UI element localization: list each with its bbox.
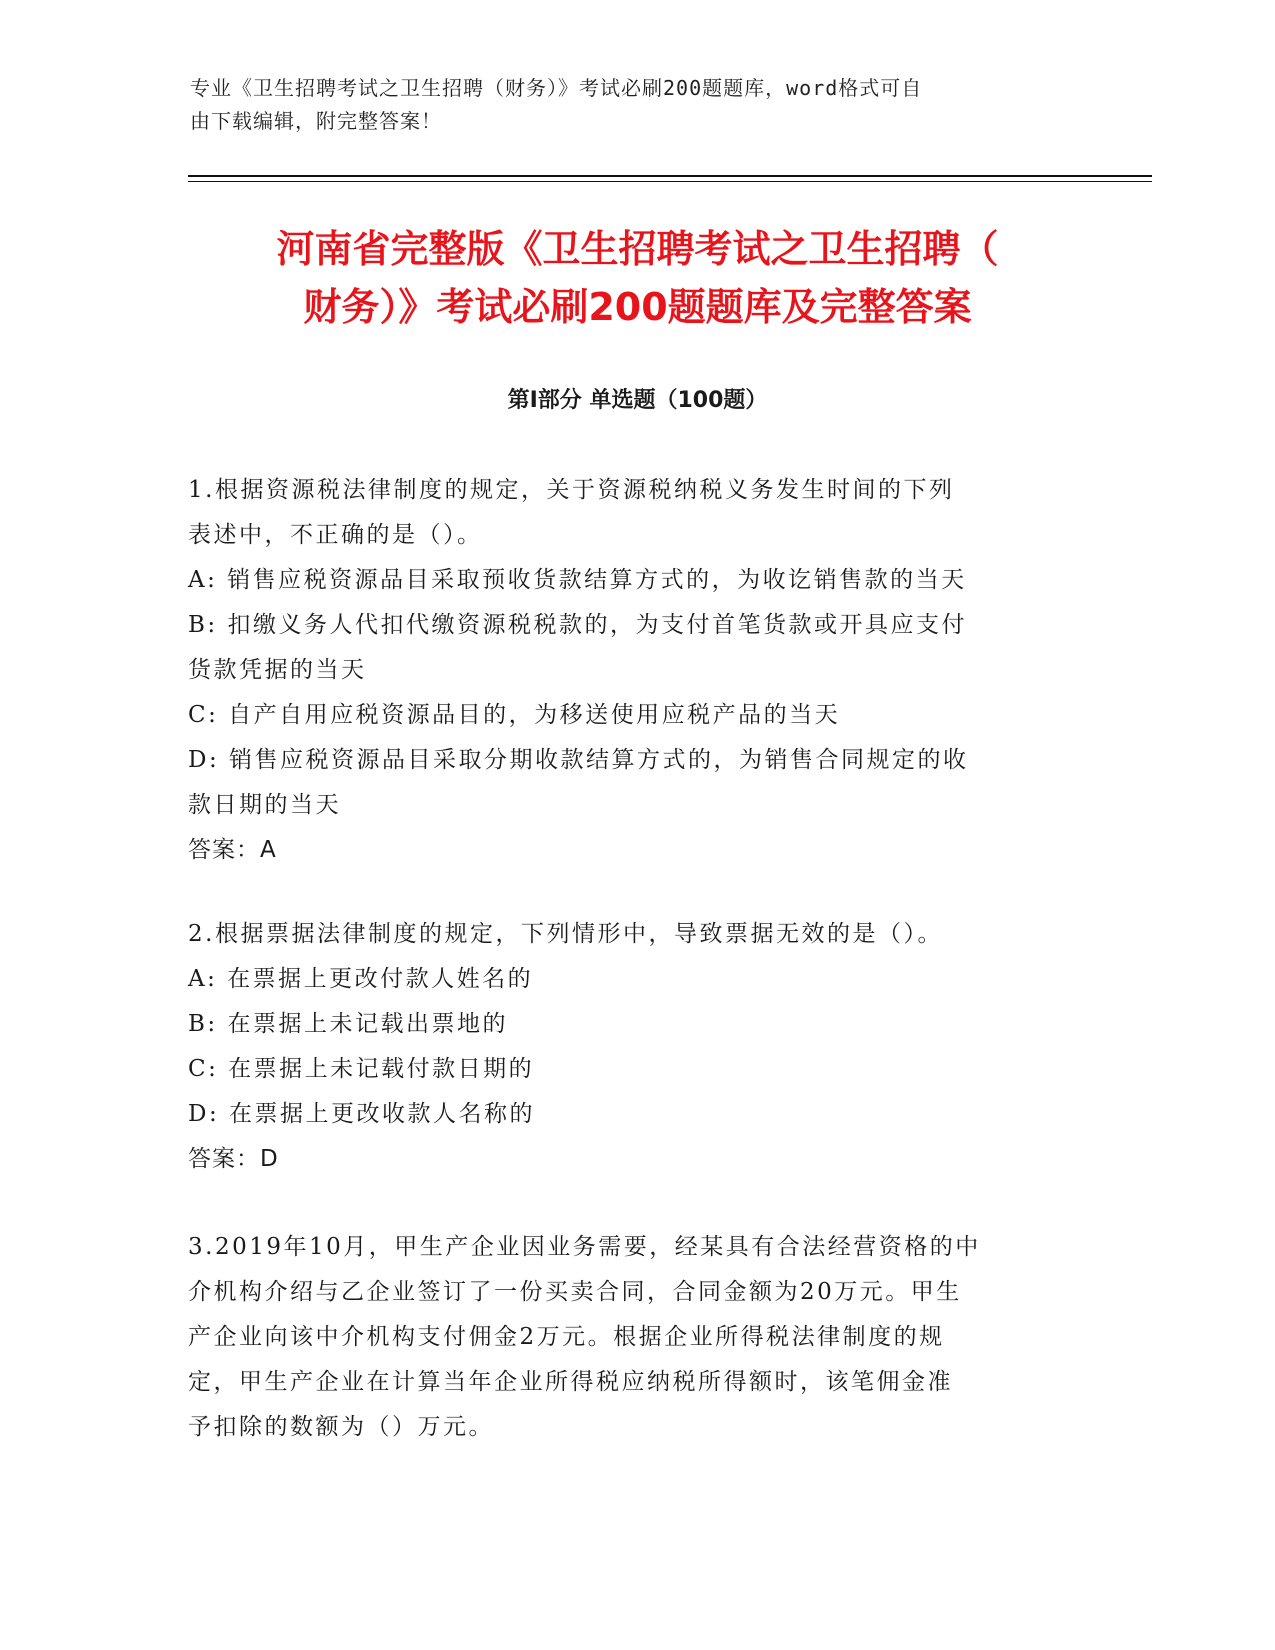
question-2-option-b: B: 在票据上未记载出票地的: [188, 1011, 508, 1037]
question-1-option-d-line-2: 款日期的当天: [188, 792, 341, 818]
question-2-answer: 答案：D: [188, 1146, 279, 1172]
question-2: [188, 912, 1078, 1182]
intro-text: [190, 72, 1080, 138]
intro-line-1: 专业《卫生招聘考试之卫生招聘（财务）》考试必刷200题题库，word格式可自: [190, 76, 923, 100]
question-3-stem-line-5: 予扣除的数额为（）万元。: [188, 1414, 494, 1440]
question-3-stem-line-2: 介机构介绍与乙企业签订了一份买卖合同，合同金额为20万元。甲生: [188, 1279, 962, 1305]
question-1-option-c: C: 自产自用应税资源品目的，为移送使用应税产品的当天: [188, 702, 841, 728]
question-1-option-b-line-1: B: 扣缴义务人代扣代缴资源税税款的，为支付首笔货款或开具应支付: [188, 612, 967, 638]
question-1-option-d-line-1: D: 销售应税资源品目采取分期收款结算方式的，为销售合同规定的收: [188, 747, 969, 773]
question-2-option-a: A: 在票据上更改付款人姓名的: [188, 966, 534, 992]
question-1-option-b-line-2: 货款凭据的当天: [188, 657, 367, 683]
question-2-option-d: D: 在票据上更改收款人名称的: [188, 1101, 536, 1127]
header-divider-thick: [188, 175, 1152, 177]
question-3-stem-line-4: 定，甲生产企业在计算当年企业所得税应纳税所得额时，该笔佣金准: [188, 1369, 953, 1395]
section-heading: 第Ⅰ部分 单选题（100题）: [507, 388, 768, 413]
question-3-stem-line-3: 产企业向该中介机构支付佣金2万元。根据企业所得税法律制度的规: [188, 1324, 945, 1350]
question-1-stem-line-2: 表述中，不正确的是（）。: [188, 522, 483, 548]
header-divider-thin: [188, 181, 1152, 182]
intro-line-2: 由下载编辑，附完整答案！: [190, 109, 442, 133]
question-1: [188, 468, 1078, 873]
title-line-1: 河南省完整版《卫生招聘考试之卫生招聘（: [276, 227, 999, 271]
question-2-stem-line-1: 2.根据票据法律制度的规定，下列情形中，导致票据无效的是（）。: [188, 921, 943, 947]
title-line-2: 财务）》考试必刷200题题库及完整答案: [303, 285, 972, 329]
question-3-stem-line-1: 3.2019年10月，甲生产企业因业务需要，经某具有合法经营资格的中: [188, 1234, 981, 1260]
document-title: [150, 220, 1125, 336]
question-1-answer: 答案：A: [188, 837, 277, 863]
question-3: [188, 1225, 1078, 1450]
question-1-stem-line-1: 1.根据资源税法律制度的规定，关于资源税纳税义务发生时间的下列: [188, 477, 955, 503]
question-1-option-a: A: 销售应税资源品目采取预收货款结算方式的，为收讫销售款的当天: [188, 567, 967, 593]
question-2-option-c: C: 在票据上未记载付款日期的: [188, 1056, 535, 1082]
